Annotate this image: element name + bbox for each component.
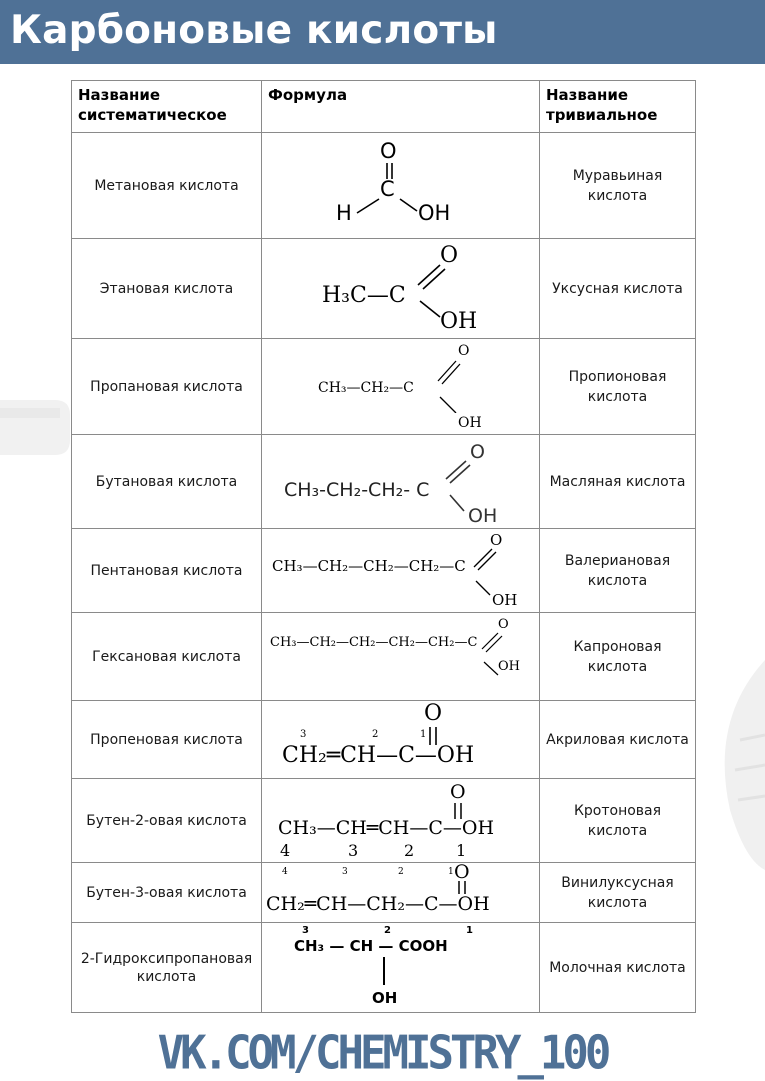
formula-atom-h: H: [336, 201, 352, 225]
table-row: [72, 923, 696, 1013]
formula-locant: 2: [404, 841, 415, 860]
formula-group-oh: OH: [498, 659, 520, 674]
formula-atom-o: O: [454, 861, 470, 883]
formula-cell: [262, 779, 540, 863]
systematic-name: Пропеновая кислота: [72, 701, 262, 779]
systematic-name: Пентановая кислота: [72, 529, 262, 613]
formula-chain: CH₃—CH₂—CH₂—CH₂—CH₂—C: [270, 635, 478, 650]
formula-cell: [262, 863, 540, 923]
trivial-name: Уксусная кислота: [540, 239, 696, 339]
formula-chain: CH₂═CH—C—OH: [282, 743, 475, 768]
formula-locant: 3: [348, 841, 359, 860]
trivial-name: Пропионовая кислота: [540, 339, 696, 435]
formula-chain: CH₃—CH₂—C: [318, 380, 414, 396]
formula-atom-o: O: [458, 343, 470, 359]
table-header-row: [72, 81, 696, 133]
column-header-trivial: Название тривиальное: [540, 81, 696, 133]
formula-atom-o: O: [470, 441, 485, 463]
table-row: [72, 529, 696, 613]
formula-atom-o: O: [450, 781, 466, 803]
table-row: [72, 133, 696, 239]
background-flask-decoration: [0, 380, 80, 470]
table-row: [72, 339, 696, 435]
formula-locant: 4: [282, 867, 288, 877]
formula-chain: CH₃—CH═CH—C—OH: [278, 817, 495, 839]
formula-cell: [262, 239, 540, 339]
trivial-name: Кротоновая кислота: [540, 779, 696, 863]
trivial-name: Акриловая кислота: [540, 701, 696, 779]
column-header-formula: Формула: [262, 81, 540, 133]
systematic-name: Гексановая кислота: [72, 613, 262, 701]
formula-locant: 3: [300, 729, 307, 740]
formula-atom-o: O: [380, 139, 397, 163]
formula-bonds: [468, 545, 508, 597]
formula-chain: CH₃-CH₂-CH₂- C: [284, 479, 430, 501]
trivial-name: Капроновая кислота: [540, 613, 696, 701]
systematic-name: Бутановая кислота: [72, 435, 262, 529]
formula-group-oh: OH: [418, 201, 451, 225]
table-row: [72, 239, 696, 339]
formula-cell: [262, 435, 540, 529]
formula-chain: CH₂═CH—CH₂—C—OH: [266, 893, 490, 915]
formula-atom-o: O: [440, 243, 459, 268]
formula-locant: 2: [384, 925, 391, 936]
formula-atom-o: O: [490, 531, 503, 549]
formula-cell: [262, 133, 540, 239]
acids-table: [71, 80, 696, 1013]
formula-locant: 1: [466, 925, 473, 936]
background-leaf-decoration: [690, 660, 765, 870]
formula-cell: [262, 613, 540, 701]
systematic-name: Бутен-2-овая кислота: [72, 779, 262, 863]
formula-chain: CH₃ — CH — COOH: [294, 937, 448, 955]
systematic-name: Этановая кислота: [72, 239, 262, 339]
formula-group-oh: OH: [458, 415, 482, 431]
trivial-name: Винилуксусная кислота: [540, 863, 696, 923]
formula-locant: 1: [456, 841, 467, 860]
formula-chain: H₃C—C: [322, 283, 406, 308]
trivial-name: Молочная кислота: [540, 923, 696, 1013]
formula-locant: 3: [302, 925, 309, 936]
formula-group-oh: OH: [468, 505, 498, 527]
systematic-name: 2-Гидроксипропановая кислота: [72, 923, 262, 1013]
column-header-systematic: Название систематическое: [72, 81, 262, 133]
formula-locant: 3: [342, 867, 348, 877]
table-row: [72, 701, 696, 779]
systematic-name: Пропановая кислота: [72, 339, 262, 435]
formula-atom-o: O: [424, 701, 443, 726]
footer-link-text[interactable]: VK.COM/CHEMISTRY_100: [157, 1026, 608, 1081]
formula-group-oh: OH: [372, 989, 398, 1007]
trivial-name: Муравьиная кислота: [540, 133, 696, 239]
formula-locant: 4: [280, 841, 291, 860]
table-row: [72, 863, 696, 923]
systematic-name: Бутен-3-овая кислота: [72, 863, 262, 923]
formula-locant: 1: [420, 729, 427, 740]
trivial-name: Валериановая кислота: [540, 529, 696, 613]
formula-group-oh: OH: [492, 591, 518, 609]
formula-bonds: [432, 357, 472, 413]
table-row: [72, 435, 696, 529]
formula-cell: [262, 923, 540, 1013]
formula-bonds: [380, 957, 388, 987]
header-banner: [0, 0, 765, 64]
page-title: Карбоновые кислоты: [10, 8, 498, 53]
table-row: [72, 613, 696, 701]
formula-locant: 2: [372, 729, 379, 740]
formula-group-oh: OH: [440, 309, 478, 334]
formula-cell: [262, 529, 540, 613]
formula-atom-c: C: [380, 177, 395, 201]
trivial-name: Масляная кислота: [540, 435, 696, 529]
formula-cell: [262, 339, 540, 435]
formula-cell: [262, 701, 540, 779]
formula-locant: 1: [448, 867, 454, 877]
table-row: [72, 779, 696, 863]
formula-atom-o: O: [498, 617, 509, 632]
formula-chain: CH₃—CH₂—CH₂—CH₂—C: [272, 557, 466, 575]
footer: [0, 1028, 765, 1080]
formula-locant: 2: [398, 867, 404, 877]
systematic-name: Метановая кислота: [72, 133, 262, 239]
